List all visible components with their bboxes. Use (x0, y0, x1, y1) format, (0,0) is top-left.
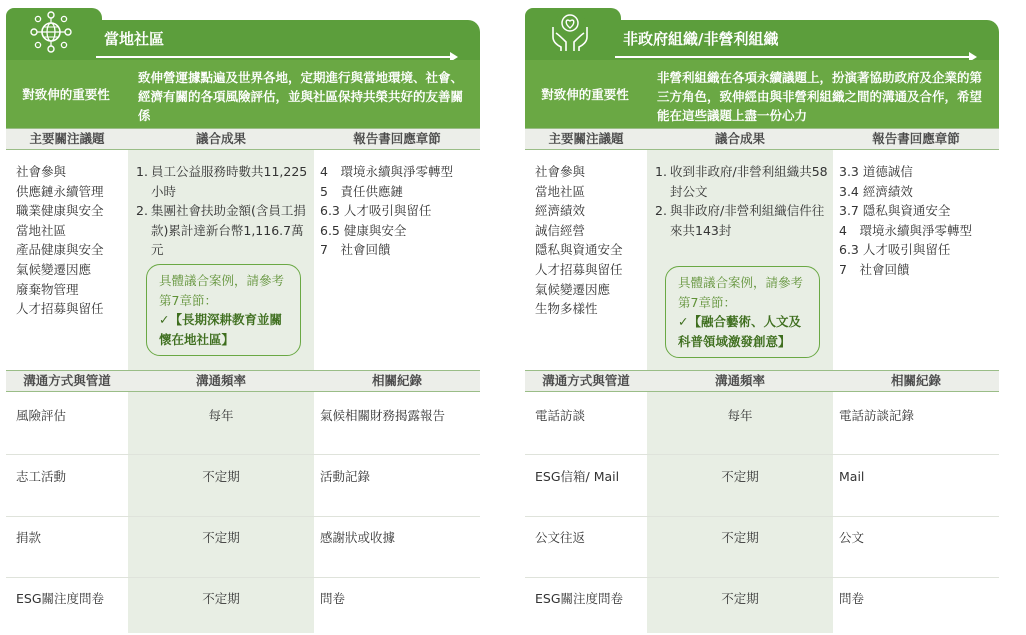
topic-list (16, 162, 126, 319)
column-header: 溝通方式與管道 (23, 373, 111, 388)
card-title: 非政府組織/非營利組織 (623, 30, 779, 48)
list-item: 6.5 健康與安全 (320, 222, 407, 238)
list-item: 6.3 人才吸引與留任 (320, 203, 432, 219)
list-item: 職業健康與安全 (16, 203, 104, 219)
column-header: 溝通方式與管道 (542, 373, 630, 388)
communication-header-row (525, 370, 999, 392)
case-callout (665, 266, 820, 358)
card-title: 當地社區 (104, 30, 165, 48)
list-item: 1. 收到非政府/非營利組織共58封公文 (655, 164, 828, 199)
chapter-list (839, 162, 997, 280)
list-item: 社會參與 (535, 164, 586, 179)
list-item: 7 社會回饋 (839, 261, 910, 277)
communication-header-row (6, 370, 480, 392)
case-callout (146, 264, 301, 356)
list-item: 隱私與資通安全 (535, 242, 623, 258)
stakeholder-card-community (6, 8, 480, 633)
network-people-icon (28, 9, 74, 55)
column-header: 溝通頻率 (714, 373, 765, 388)
list-item: 經濟績效 (535, 203, 586, 219)
list-item: 人才招募與留任 (535, 261, 623, 277)
list-item: 廢棄物管理 (16, 281, 79, 297)
list-item: 供應鏈永續管理 (16, 183, 104, 199)
card-header (525, 8, 999, 60)
column-header: 報告書回應章節 (872, 131, 960, 146)
column-header: 議合成果 (714, 131, 765, 146)
importance-label: 對致伸的重要性 (541, 87, 629, 102)
column-header: 報告書回應章節 (353, 131, 441, 146)
column-header: 議合成果 (195, 131, 246, 146)
importance-row (525, 60, 999, 128)
card-header (6, 8, 480, 60)
column-header: 溝通頻率 (195, 373, 246, 388)
column-header: 相關紀錄 (890, 373, 941, 388)
list-item: 人才招募與留任 (16, 301, 104, 317)
list-item: 5 責任供應鏈 (320, 183, 403, 199)
list-item: 2. 集團社會扶助金額(含員工捐款)累計達新台幣1,116.7萬元 (136, 203, 306, 258)
result-list (655, 162, 829, 240)
column-header: 主要關注議題 (29, 131, 105, 146)
importance-label: 對致伸的重要性 (22, 87, 110, 102)
engagement-grid: 主要關注議題 議合成果 報告書回應章節 社會參與 供應鏈永續管理 職業健康與安全 當地社區 產品健康與安全 氣候變遷因應 廢棄物管理 人才招募與留任 1. 員工公益服務時數共11,225小時 2. 集團社會扶助金額(含員工捐款)累計達新台幣1,116.7萬元 具體議合案例，請參考第7章節： ✓【長期深耕教育並關懷在地社區】 4 環境永續與淨零轉型 5 責任供應鏈 6.3 人才吸引與留任 6.5 健康與安全 7 社會回饋 溝通方式與管道 溝通頻率 相關紀錄 風險評估 每年 氣候相關財務揭露報告 志工活動 不定期 活動記錄 捐款 不定期 感謝狀或收據 ESG關注度問卷 不定期 問卷 (6, 128, 480, 633)
column-header: 主要關注議題 (548, 131, 624, 146)
list-item: 4 環境永續與淨零轉型 (839, 222, 972, 238)
list-item: 4 環境永續與淨零轉型 (320, 164, 453, 179)
case-note: 具體議合案例，請參考第7章節： (159, 273, 285, 308)
list-item: 7 社會回饋 (320, 242, 391, 258)
stakeholder-card-ngo (525, 8, 999, 633)
case-link[interactable]: ✓【融合藝術、人文及科普領域激發創意】 (678, 314, 801, 349)
list-item: 社會參與 (16, 164, 67, 179)
hands-heart-icon (547, 9, 593, 55)
case-note: 具體議合案例，請參考第7章節： (678, 275, 804, 310)
result-list (136, 162, 310, 260)
engagement-grid: 主要關注議題 議合成果 報告書回應章節 社會參與 當地社區 經濟績效 誠信經營 隱私與資通安全 人才招募與留任 氣候變遷因應 生物多樣性 1. 收到非政府/非營利組織共58封公文 2. 與非政府/非營利組織信件往來共143封 具體議合案例，請參考第7章節： ✓【融合藝術、人文及科普領域激發創意】 3.3 道德誠信 3.4 經濟績效 3.7 隱私與資通安全 4 環境永續與淨零轉型 6.3 人才吸引與留任 7 社會回饋 溝通方式與管道 溝通頻率 相關紀錄 電話訪談 每年 電話訪談記錄 ESG信箱/ Mail 不定期 Mail 公文往返 不定期 公文 ESG關注度問卷 不定期 問卷 (525, 128, 999, 633)
list-item: 當地社區 (535, 183, 586, 199)
list-item: 6.3 人才吸引與留任 (839, 242, 951, 258)
list-item: 氣候變遷因應 (535, 281, 611, 297)
list-item: 3.4 經濟績效 (839, 183, 913, 199)
list-item: 1. 員工公益服務時數共11,225小時 (136, 164, 308, 199)
topics-header-row (6, 128, 480, 150)
importance-row (6, 60, 480, 128)
list-item: 產品健康與安全 (16, 242, 104, 258)
importance-description: 非營利組織在各項永續議題上，扮演著協助政府及企業的第三方角色，致伸經由與非營利組織之間的溝通及合作，希望能在這些議題上盡一份心力 (657, 70, 983, 123)
list-item: 誠信經營 (535, 222, 586, 238)
topics-header-row (525, 128, 999, 150)
list-item: 氣候變遷因應 (16, 261, 92, 277)
case-link[interactable]: ✓【長期深耕教育並關懷在地社區】 (159, 312, 282, 347)
column-header: 相關紀錄 (371, 373, 422, 388)
list-item: 3.7 隱私與資通安全 (839, 203, 951, 219)
topic-list (535, 162, 645, 319)
list-item: 3.3 道德誠信 (839, 164, 913, 179)
importance-description: 致伸營運據點遍及世界各地，定期進行與當地環境、社會、經濟有關的各項風險評估，並與社區保持共榮共好的友善關係 (138, 70, 464, 123)
list-item: 2. 與非政府/非營利組織信件往來共143封 (655, 203, 825, 238)
list-item: 生物多樣性 (535, 301, 598, 317)
chapter-list (320, 162, 478, 260)
list-item: 當地社區 (16, 222, 67, 238)
